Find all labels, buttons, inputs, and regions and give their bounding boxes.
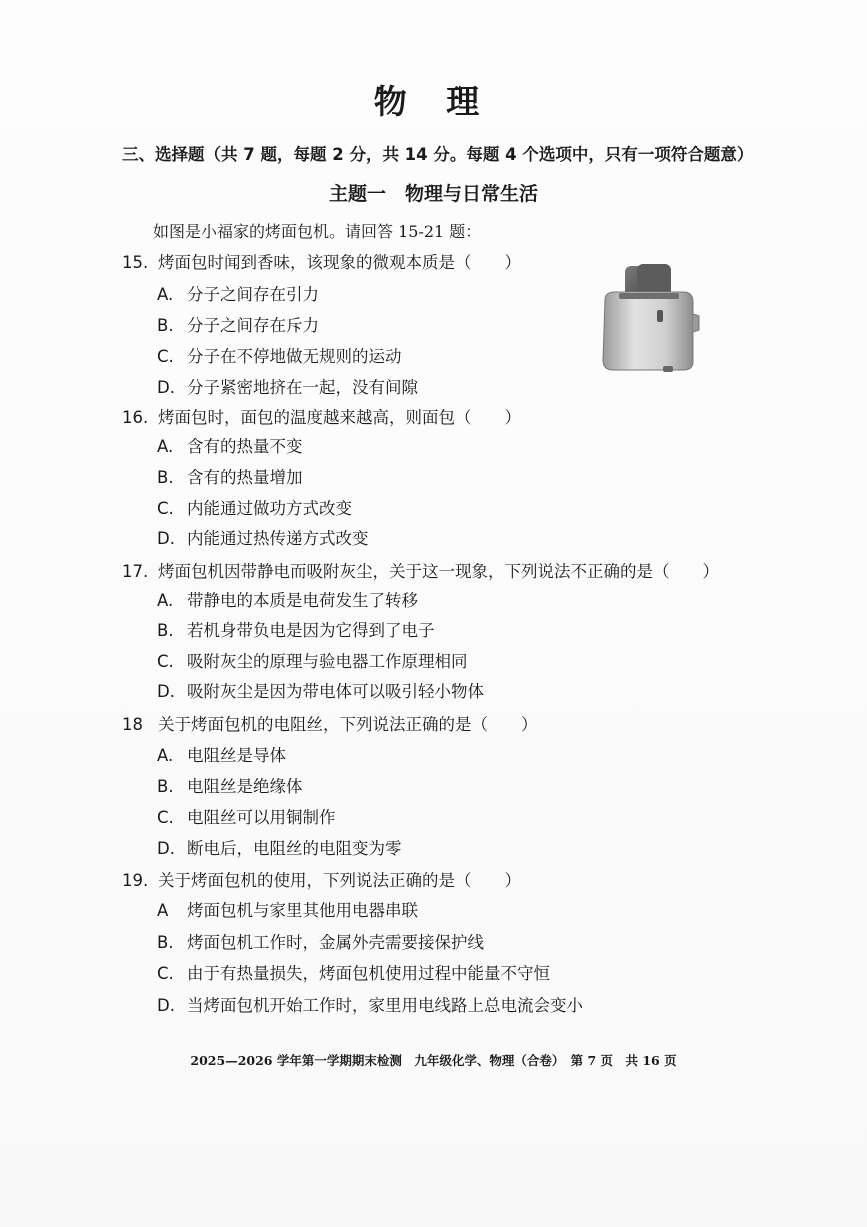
question-stem: 烤面包时，面包的温度越来越高，则面包（ ） [158,408,521,427]
question-number: 16. [122,408,149,427]
question-stem: 烤面包时闻到香味，该现象的微观本质是（ ） [158,253,521,272]
option-text: 内能通过热传递方式改变 [187,529,369,548]
option-19-d [157,992,583,1016]
option-17-a [157,587,418,611]
option-16-c [157,495,352,519]
option-text: 断电后，电阻丝的电阻变为零 [187,839,402,858]
option-18-b [157,773,303,797]
question-number: 15. [122,253,149,272]
option-18-a [157,742,286,766]
option-text: 若机身带负电是因为它得到了电子 [187,621,435,640]
option-15-c [157,343,402,367]
option-17-c [157,648,468,672]
option-label: A. [157,285,174,304]
option-text: 吸附灰尘的原理与验电器工作原理相同 [187,652,468,671]
option-label: B. [157,933,174,952]
option-15-a [157,281,319,305]
option-16-d [157,525,369,549]
option-label: D. [157,682,175,701]
option-19-b [157,929,484,953]
question-number: 19. [122,871,149,890]
question-17 [122,558,719,582]
section-heading: 三、选择题（共 7 题，每题 2 分，共 14 分。每题 4 个选项中，只有一项符合题意） [122,145,754,164]
option-label: D. [157,378,175,397]
option-text: 带静电的本质是电荷发生了转移 [187,591,418,610]
option-label: C. [157,499,174,518]
option-text: 当烤面包机开始工作时，家里用电线路上总电流会变小 [187,996,583,1015]
question-18 [122,711,538,735]
option-17-d [157,678,484,702]
question-number: 17. [122,562,149,581]
option-label: C. [157,964,174,983]
option-label: A [157,901,169,920]
option-19-a [157,897,418,921]
option-19-c [157,960,550,984]
page-title: 物 理 [373,82,494,121]
option-text: 由于有热量损失，烤面包机使用过程中能量不守恒 [187,964,550,983]
option-text: 电阻丝可以用铜制作 [187,808,336,827]
option-text: 电阻丝是绝缘体 [187,777,303,796]
option-text: 内能通过做功方式改变 [187,499,352,518]
option-text: 烤面包机工作时，金属外壳需要接保护线 [187,933,484,952]
toaster-illustration [595,262,705,380]
option-text: 含有的热量不变 [187,437,303,456]
option-label: C. [157,347,174,366]
option-18-d [157,835,402,859]
option-label: D. [157,996,175,1015]
option-15-b [157,312,319,336]
question-19 [122,867,521,891]
question-stem: 关于烤面包机的电阻丝，下列说法正确的是（ ） [158,715,538,734]
option-text: 电阻丝是导体 [187,746,286,765]
question-stem: 关于烤面包机的使用，下列说法正确的是（ ） [158,871,521,890]
option-label: A. [157,746,174,765]
option-label: D. [157,839,175,858]
intro-text: 如图是小福家的烤面包机。请回答 15-21 题： [153,222,482,241]
option-label: B. [157,316,174,335]
question-stem: 烤面包机因带静电而吸附灰尘，关于这一现象，下列说法不正确的是（ ） [158,562,719,581]
option-17-b [157,617,435,641]
option-label: A. [157,591,174,610]
option-label: B. [157,621,174,640]
option-label: D. [157,529,175,548]
option-15-d [157,374,418,398]
question-15 [122,249,521,273]
option-label: B. [157,777,174,796]
theme-heading: 主题一 物理与日常生活 [328,183,538,205]
question-16 [122,404,521,428]
option-text: 分子在不停地做无规则的运动 [187,347,402,366]
question-number: 18 [122,715,143,734]
option-text: 分子紧密地挤在一起，没有间隙 [187,378,418,397]
page-footer: 2025—2026 学年第一学期期末检测 九年级化学、物理（合卷） 第 7 页 共 16 页 [190,1053,677,1068]
option-text: 分子之间存在引力 [187,285,319,304]
option-16-a [157,433,303,457]
option-text: 吸附灰尘是因为带电体可以吸引轻小物体 [187,682,484,701]
option-label: C. [157,808,174,827]
option-18-c [157,804,336,828]
option-text: 烤面包机与家里其他用电器串联 [187,901,418,920]
option-text: 分子之间存在斥力 [187,316,319,335]
option-text: 含有的热量增加 [187,468,303,487]
option-label: B. [157,468,174,487]
option-label: C. [157,652,174,671]
option-16-b [157,464,303,488]
option-label: A. [157,437,174,456]
